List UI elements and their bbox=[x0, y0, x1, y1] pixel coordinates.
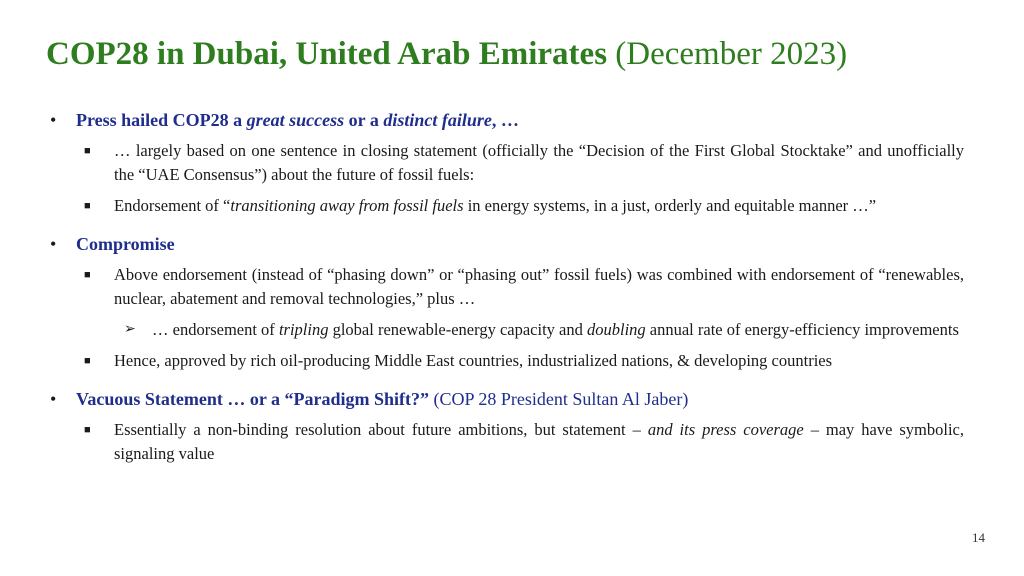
bullet-dot-icon: • bbox=[50, 110, 57, 130]
slide-content bbox=[46, 108, 964, 466]
page-number: 14 bbox=[972, 530, 985, 545]
bullet-dot-icon: • bbox=[50, 234, 57, 254]
sub-bullet-above-endorsement: ■ Above endorsement (instead of “phasing down” or “phasing out” fossil fuels) was combined with endorsement of “renewables, nuclear, abatement and removal technologies,” plus … bbox=[84, 265, 964, 308]
sub-bullet-endorsement: ■ Endorsement of “transitioning away from fossil fuels in energy systems, in a just, orderly and equitable manner …” bbox=[46, 194, 964, 218]
bullet-compromise: • Compromise bbox=[50, 234, 175, 254]
square-bullet-icon: ■ bbox=[84, 145, 91, 157]
bullet-dot-icon: • bbox=[50, 389, 57, 409]
arrow-bullet-icon: ➢ bbox=[124, 322, 136, 337]
sub-bullet-closing-statement: ■ … largely based on one sentence in closing statement (officially the “Decision of the First Global Stocktake” and unofficially the “UAE Consensus”) about the future of fossil fuels: bbox=[84, 141, 964, 184]
title-sub: (December 2023) bbox=[607, 36, 848, 72]
bullet-press: • Press hailed COP28 a great success or a distinct failure, … bbox=[50, 110, 519, 130]
sub-sub-bullet-tripling: ➢ … endorsement of tripling global renewable-energy capacity and doubling annual rate of energy-efficiency improvements bbox=[46, 318, 964, 342]
sub-bullet-approved: ■ Hence, approved by rich oil-producing Middle East countries, industrialized nations, & developing countries bbox=[46, 349, 964, 373]
bullet-vacuous-statement: • Vacuous Statement … or a “Paradigm Shift?” (COP 28 President Sultan Al Jaber) bbox=[50, 389, 689, 409]
square-bullet-icon: ■ bbox=[84, 424, 91, 436]
sub-bullet-non-binding: ■ Essentially a non-binding resolution about future ambitions, but statement – and its press coverage – may have symbolic, signaling value bbox=[84, 420, 964, 463]
square-bullet-icon: ■ bbox=[84, 355, 91, 367]
square-bullet-icon: ■ bbox=[84, 200, 91, 212]
slide-title bbox=[46, 32, 847, 76]
title-main: COP28 in Dubai, United Arab Emirates bbox=[46, 36, 608, 72]
square-bullet-icon: ■ bbox=[84, 269, 91, 281]
